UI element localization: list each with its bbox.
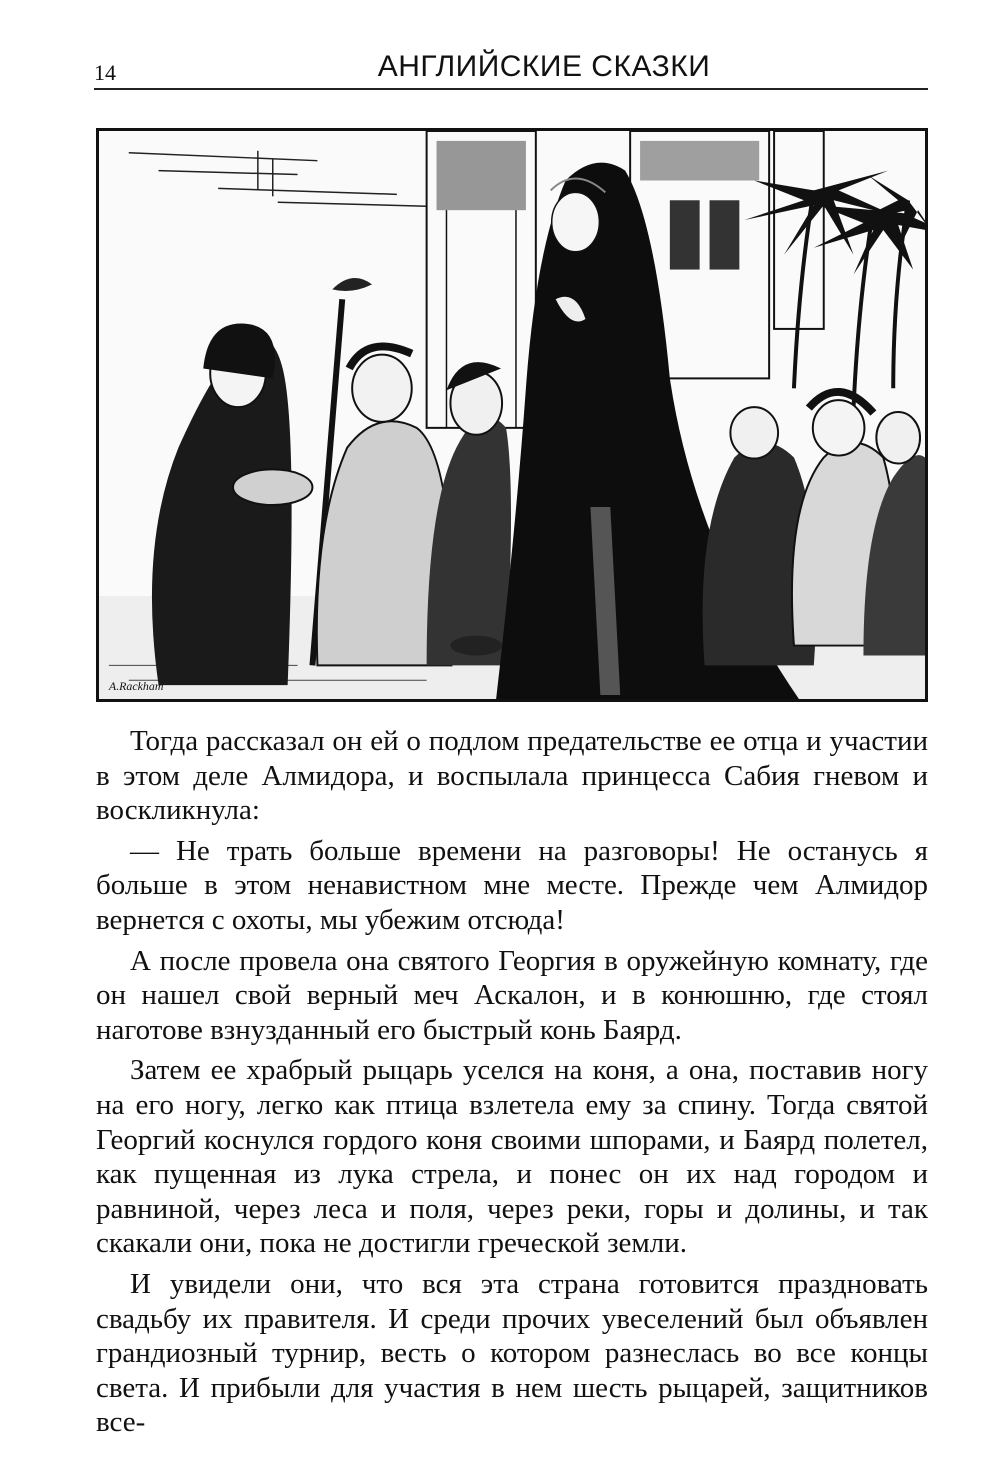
page-number: 14 xyxy=(94,60,116,85)
paragraph-5: И увидели они, что вся эта страна готовится праздновать свадьбу их правителя. И среди прочих увеселений был объявлен грандиозный турнир, весть о котором разнеслась во все концы света. И прибыли для участия в нем шесть рыцарей, защитников все- xyxy=(96,1267,928,1439)
header-rule xyxy=(94,88,928,90)
engraving-illustration-icon xyxy=(99,131,925,699)
book-illustration xyxy=(96,128,928,702)
paragraph-1: Тогда рассказал он ей о подлом предательстве ее отца и участии в этом деле Алмидора, и воспылала принцесса Сабия гневом и воскликнула: xyxy=(96,725,928,827)
paragraph-3: А после провела она святого Георгия в оружейную комнату, где он нашел свой верный меч Аскалон, и в конюшню, где стоял наготове взнузданный его быстрый конь Баярд. xyxy=(96,944,928,1046)
paragraph-4: Затем ее храбрый рыцарь уселся на коня, а она, поставив ногу на его ногу, легко как птица взлетела ему за спину. Тогда святой Георгий коснулся гордого коня своими шпорами, и Баярд полетел, как пущенная из лука стрела, и понес он их над городом и равниной, через леса и поля, через реки, горы и долины, и так скакали они, пока не достигли греческой земли. xyxy=(96,1054,928,1260)
paragraph-2: — Не трать больше времени на разговоры! Не останусь я больше в этом ненавистном мне месте. Прежде чем Алмидор вернется с охоты, мы убежим отсюда! xyxy=(96,834,928,936)
running-title: АНГЛИЙСКИЕ СКАЗКИ xyxy=(377,50,711,83)
artist-signature: A.Rackham xyxy=(108,679,164,694)
body-text xyxy=(96,724,928,1446)
